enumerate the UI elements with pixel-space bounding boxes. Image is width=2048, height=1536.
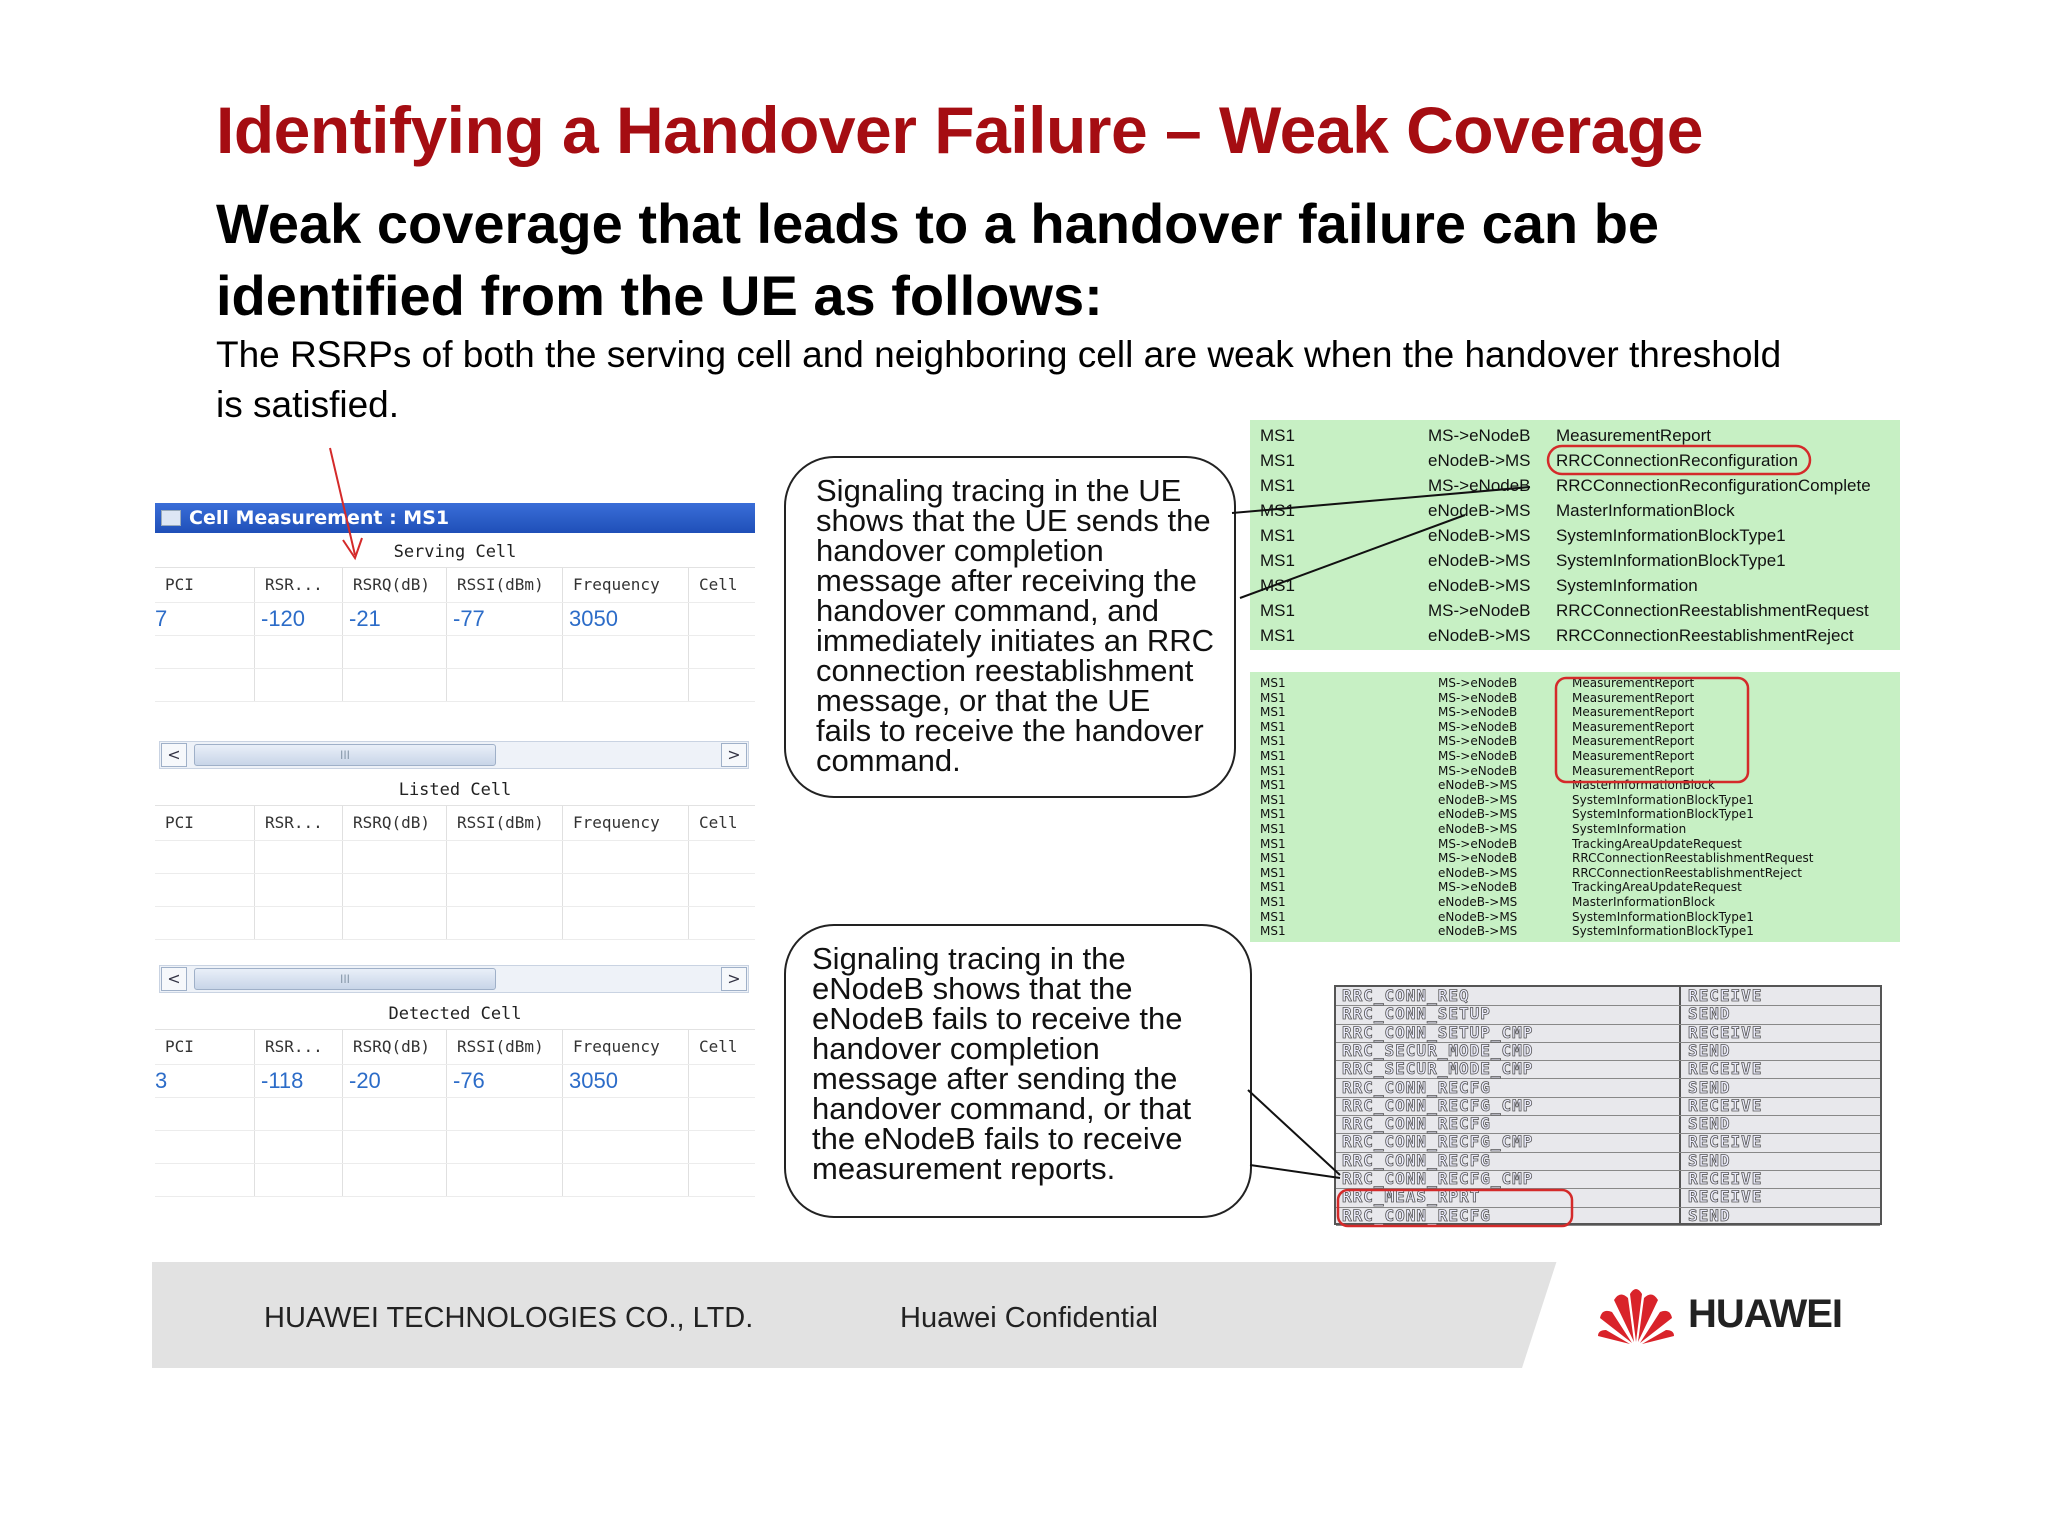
trace-direction: MS->eNodeB	[1438, 734, 1518, 749]
enodeb-message: RRC_CONN_RECFG_CMP	[1342, 1169, 1534, 1188]
enodeb-direction: SEND	[1688, 1040, 1731, 1060]
trace-ms: MS1	[1260, 626, 1295, 645]
enodeb-direction: SEND	[1688, 1004, 1731, 1024]
trace-message: SystemInformationBlockType1	[1572, 792, 1754, 807]
scroll-right-button[interactable]: >	[721, 743, 747, 767]
col-header[interactable]: RSR...	[255, 1030, 343, 1064]
trace-direction: MS->eNodeB	[1438, 763, 1518, 778]
trace-ms: MS1	[1260, 851, 1286, 866]
serving-cell-label: Serving Cell	[155, 537, 755, 568]
enodeb-direction: RECEIVE	[1688, 1187, 1763, 1207]
trace-message: MasterInformationBlock	[1556, 501, 1735, 520]
callout-pointer-lines	[1232, 487, 1530, 1178]
trace-direction: MS->eNodeB	[1438, 749, 1518, 763]
trace-direction: MS->eNodeB	[1428, 426, 1531, 445]
col-header[interactable]: RSSI(dBm)	[447, 806, 563, 840]
trace-message: SystemInformation	[1556, 576, 1698, 595]
cell-value: 3050	[563, 1065, 689, 1097]
enodeb-message: RRC_CONN_RECFG	[1342, 1114, 1491, 1134]
trace-message: MeasurementReport	[1556, 426, 1711, 445]
trace-direction: eNodeB->MS	[1428, 576, 1531, 595]
trace-message: RRCConnectionReestablishmentReject	[1556, 626, 1854, 645]
trace-direction: eNodeB->MS	[1438, 909, 1518, 924]
cell-value: -21	[343, 603, 447, 635]
col-header[interactable]: PCI	[155, 806, 255, 840]
trace-message: RRCConnectionReestablishmentRequest	[1556, 601, 1869, 620]
cell-value: 3050	[563, 603, 689, 635]
col-header[interactable]: Frequency	[563, 1030, 689, 1064]
trace-message: SystemInformationBlockType1	[1556, 551, 1786, 570]
trace-ms: MS1	[1260, 601, 1295, 620]
trace-ms: MS1	[1260, 705, 1286, 720]
col-header[interactable]: RSSI(dBm)	[447, 568, 563, 602]
trace-direction: eNodeB->MS	[1438, 895, 1518, 909]
enodeb-direction: RECEIVE	[1688, 1095, 1763, 1115]
trace-direction: eNodeB->MS	[1428, 526, 1531, 545]
huawei-wordmark: HUAWEI	[1688, 1292, 1842, 1336]
trace-ms: MS1	[1260, 792, 1286, 807]
trace-direction: MS->eNodeB	[1438, 851, 1518, 866]
enodeb-direction: RECEIVE	[1688, 986, 1763, 1005]
trace-message: MeasurementReport	[1572, 690, 1695, 705]
trace-message: SystemInformationBlockType1	[1556, 526, 1786, 545]
enodeb-message: RRC_CONN_RECFG_CMP	[1342, 1132, 1534, 1152]
trace-direction: eNodeB->MS	[1438, 865, 1518, 880]
trace-ms: MS1	[1260, 749, 1286, 763]
trace-message: MeasurementReport	[1572, 749, 1695, 763]
enodeb-message: RRC_CONN_RECFG	[1342, 1150, 1491, 1170]
trace-direction: eNodeB->MS	[1428, 626, 1531, 645]
trace-direction: eNodeB->MS	[1438, 778, 1518, 793]
trace-message: MeasurementReport	[1572, 734, 1695, 749]
scroll-thumb-grip: III	[339, 972, 350, 986]
trace-message: SystemInformationBlockType1	[1572, 924, 1754, 939]
trace-message: TrackingAreaUpdateRequest	[1572, 836, 1742, 851]
col-header[interactable]: RSR...	[255, 806, 343, 840]
trace-direction: eNodeB->MS	[1438, 792, 1518, 807]
detected-cell-label: Detected Cell	[155, 999, 755, 1030]
col-header[interactable]: RSRQ(dB)	[343, 806, 447, 840]
cell-value: -118	[255, 1065, 343, 1097]
trace-message: TrackingAreaUpdateRequest	[1572, 880, 1742, 895]
confidentiality-label: Huawei Confidential	[900, 1302, 1158, 1334]
col-header[interactable]: Cell	[699, 575, 738, 594]
trace-message: SystemInformationBlockType1	[1572, 909, 1754, 924]
trace-ms: MS1	[1260, 734, 1286, 749]
trace-ms: MS1	[1260, 909, 1286, 924]
trace-ms: MS1	[1260, 865, 1286, 880]
trace-direction: MS->eNodeB	[1438, 705, 1518, 720]
trace-ms: MS1	[1260, 719, 1286, 734]
highlight-ovals	[1338, 446, 1810, 1226]
trace-direction: MS->eNodeB	[1438, 690, 1518, 705]
enodeb-message: RRC_MEAS_RPRT	[1342, 1187, 1481, 1207]
trace-ms: MS1	[1260, 895, 1286, 909]
trace-ms: MS1	[1260, 426, 1295, 445]
trace-direction: eNodeB->MS	[1438, 924, 1518, 939]
enodeb-direction: SEND	[1688, 1205, 1731, 1225]
enodeb-message: RRC_CONN_RECFG_CMP	[1342, 1095, 1534, 1115]
scroll-left-button[interactable]: <	[161, 743, 187, 767]
trace-message: RRCConnectionReestablishmentReject	[1572, 865, 1802, 880]
scroll-left-button[interactable]: <	[161, 967, 187, 991]
slide-subtitle: Weak coverage that leads to a handover failure can be identified from the UE as follows:	[216, 192, 1660, 327]
cell-value: -120	[255, 603, 343, 635]
trace-ms: MS1	[1260, 778, 1286, 793]
enodeb-direction: RECEIVE	[1688, 1132, 1763, 1152]
enodeb-direction: SEND	[1688, 1114, 1731, 1134]
trace-ms: MS1	[1260, 526, 1295, 545]
body-text: The RSRPs of both the serving cell and neighboring cell are weak when the handover threshold is satisfied.	[216, 334, 1782, 425]
col-header[interactable]: Cell	[699, 1037, 738, 1056]
enodeb-message: RRC_SECUR_MODE_CMD	[1342, 1040, 1534, 1060]
col-header[interactable]: PCI	[155, 1030, 255, 1064]
trace-ms: MS1	[1260, 551, 1295, 570]
col-header[interactable]: RSRQ(dB)	[343, 568, 447, 602]
enodeb-direction: RECEIVE	[1688, 1059, 1763, 1079]
trace-ms: MS1	[1260, 476, 1295, 495]
trace-message: MasterInformationBlock	[1572, 778, 1715, 793]
enodeb-message: RRC_CONN_SETUP_CMP	[1342, 1022, 1534, 1042]
trace-direction: MS->eNodeB	[1428, 601, 1531, 620]
enodeb-message: RRC_CONN_REQ	[1342, 986, 1470, 1005]
trace-direction: eNodeB->MS	[1428, 451, 1531, 470]
trace-ms: MS1	[1260, 763, 1286, 778]
cell-value: -20	[343, 1065, 447, 1097]
trace-direction: MS->eNodeB	[1438, 676, 1518, 690]
enodeb-message: RRC_CONN_SETUP	[1342, 1004, 1491, 1024]
trace-message: MeasurementReport	[1572, 705, 1695, 720]
trace-direction: MS->eNodeB	[1438, 719, 1518, 734]
ue-tracing-callout: Signaling tracing in the UE shows that the UE sends the handover completion message after receiving the handover command, and immediately initiates an RRC connection reestablishment message, or that the UE fails to receive the handover command.	[784, 456, 1236, 798]
trace-ms: MS1	[1260, 576, 1295, 595]
trace-ms: MS1	[1260, 822, 1286, 836]
trace-direction: MS->eNodeB	[1438, 836, 1518, 851]
trace-direction: eNodeB->MS	[1438, 822, 1518, 836]
enodeb-message: RRC_CONN_RECFG	[1342, 1205, 1491, 1225]
scroll-right-button[interactable]: >	[721, 967, 747, 991]
col-header[interactable]: RSR...	[255, 568, 343, 602]
trace-message: SystemInformationBlockType1	[1572, 807, 1754, 822]
scroll-thumb-grip: III	[339, 748, 350, 762]
col-header[interactable]: Cell	[699, 813, 738, 832]
trace-message: SystemInformation	[1572, 822, 1687, 836]
trace-message: MeasurementReport	[1572, 763, 1695, 778]
enodeb-direction: RECEIVE	[1688, 1169, 1763, 1188]
trace-message: RRCConnectionReestablishmentRequest	[1572, 851, 1814, 866]
company-name: HUAWEI TECHNOLOGIES CO., LTD.	[264, 1302, 754, 1334]
slide-title: Identifying a Handover Failure – Weak Coverage	[216, 93, 1703, 167]
trace-message: RRCConnectionReconfiguration	[1556, 451, 1798, 470]
col-header[interactable]: PCI	[155, 568, 255, 602]
enodeb-message: RRC_SECUR_MODE_CMP	[1342, 1059, 1534, 1079]
trace-ms: MS1	[1260, 807, 1286, 822]
enodeb-direction: RECEIVE	[1688, 1022, 1763, 1042]
huawei-logo-icon	[1592, 1280, 1680, 1350]
trace-ms: MS1	[1260, 451, 1295, 470]
cell-value: 7	[155, 603, 255, 635]
trace-ms: MS1	[1260, 676, 1286, 690]
enodeb-direction: SEND	[1688, 1077, 1731, 1097]
trace-message: MeasurementReport	[1572, 719, 1695, 734]
cell-value: 3	[155, 1065, 255, 1097]
trace-ms: MS1	[1260, 836, 1286, 851]
enodeb-tracing-callout: Signaling tracing in the eNodeB shows that the eNodeB fails to receive the handover completion message after sending the handover command, or that the eNodeB fails to receive measurement reports.	[784, 924, 1252, 1218]
cell-value: -77	[447, 603, 563, 635]
trace-direction: MS->eNodeB	[1438, 880, 1518, 895]
red-arrow	[330, 448, 362, 558]
trace-ms: MS1	[1260, 690, 1286, 705]
trace-message: RRCConnectionReconfigurationComplete	[1556, 476, 1871, 495]
trace-direction: eNodeB->MS	[1428, 501, 1531, 520]
trace-direction: MS->eNodeB	[1428, 476, 1531, 495]
window-title: Cell Measurement : MS1	[189, 507, 450, 529]
col-header[interactable]: Frequency	[563, 806, 689, 840]
trace-direction: eNodeB->MS	[1428, 551, 1531, 570]
col-header[interactable]: Frequency	[563, 568, 689, 602]
trace-ms: MS1	[1260, 924, 1286, 939]
trace-direction: eNodeB->MS	[1438, 807, 1518, 822]
cell-value: -76	[447, 1065, 563, 1097]
col-header[interactable]: RSSI(dBm)	[447, 1030, 563, 1064]
trace-ms: MS1	[1260, 501, 1295, 520]
trace-message: MeasurementReport	[1572, 676, 1695, 690]
enodeb-direction: SEND	[1688, 1150, 1731, 1170]
trace-ms: MS1	[1260, 880, 1286, 895]
col-header[interactable]: RSRQ(dB)	[343, 1030, 447, 1064]
enodeb-message: RRC_CONN_RECFG	[1342, 1077, 1491, 1097]
listed-cell-label: Listed Cell	[155, 775, 755, 806]
footer	[152, 1262, 1892, 1368]
trace-message: MasterInformationBlock	[1572, 895, 1715, 909]
